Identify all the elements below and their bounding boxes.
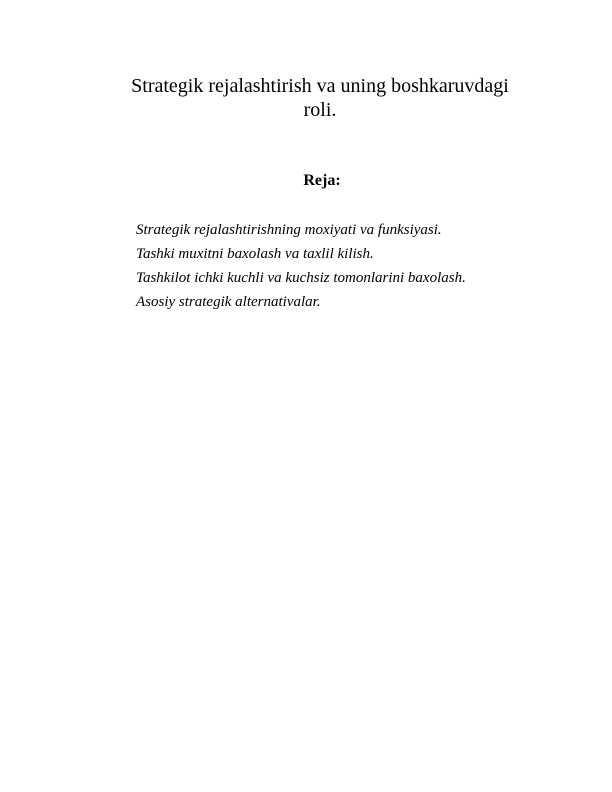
plan-heading: Reja: xyxy=(303,172,341,189)
plan-item: Tashkilot ichki kuchli va kuchsiz tomonlarini baxolash. xyxy=(136,270,466,286)
plan-list xyxy=(136,218,466,314)
plan-item: Asosiy strategik alternativalar. xyxy=(136,294,321,310)
plan-item: Tashki muxitni baxolash va taxlil kilish. xyxy=(136,246,374,262)
document-title-line-1: Strategik rejalashtirish va uning boshkaruvdagi xyxy=(131,75,509,97)
document-title xyxy=(100,74,540,122)
plan-item: Strategik rejalashtirishning moxiyati va funksiyasi. xyxy=(136,222,442,238)
document-title-line-2: roli. xyxy=(303,99,337,121)
